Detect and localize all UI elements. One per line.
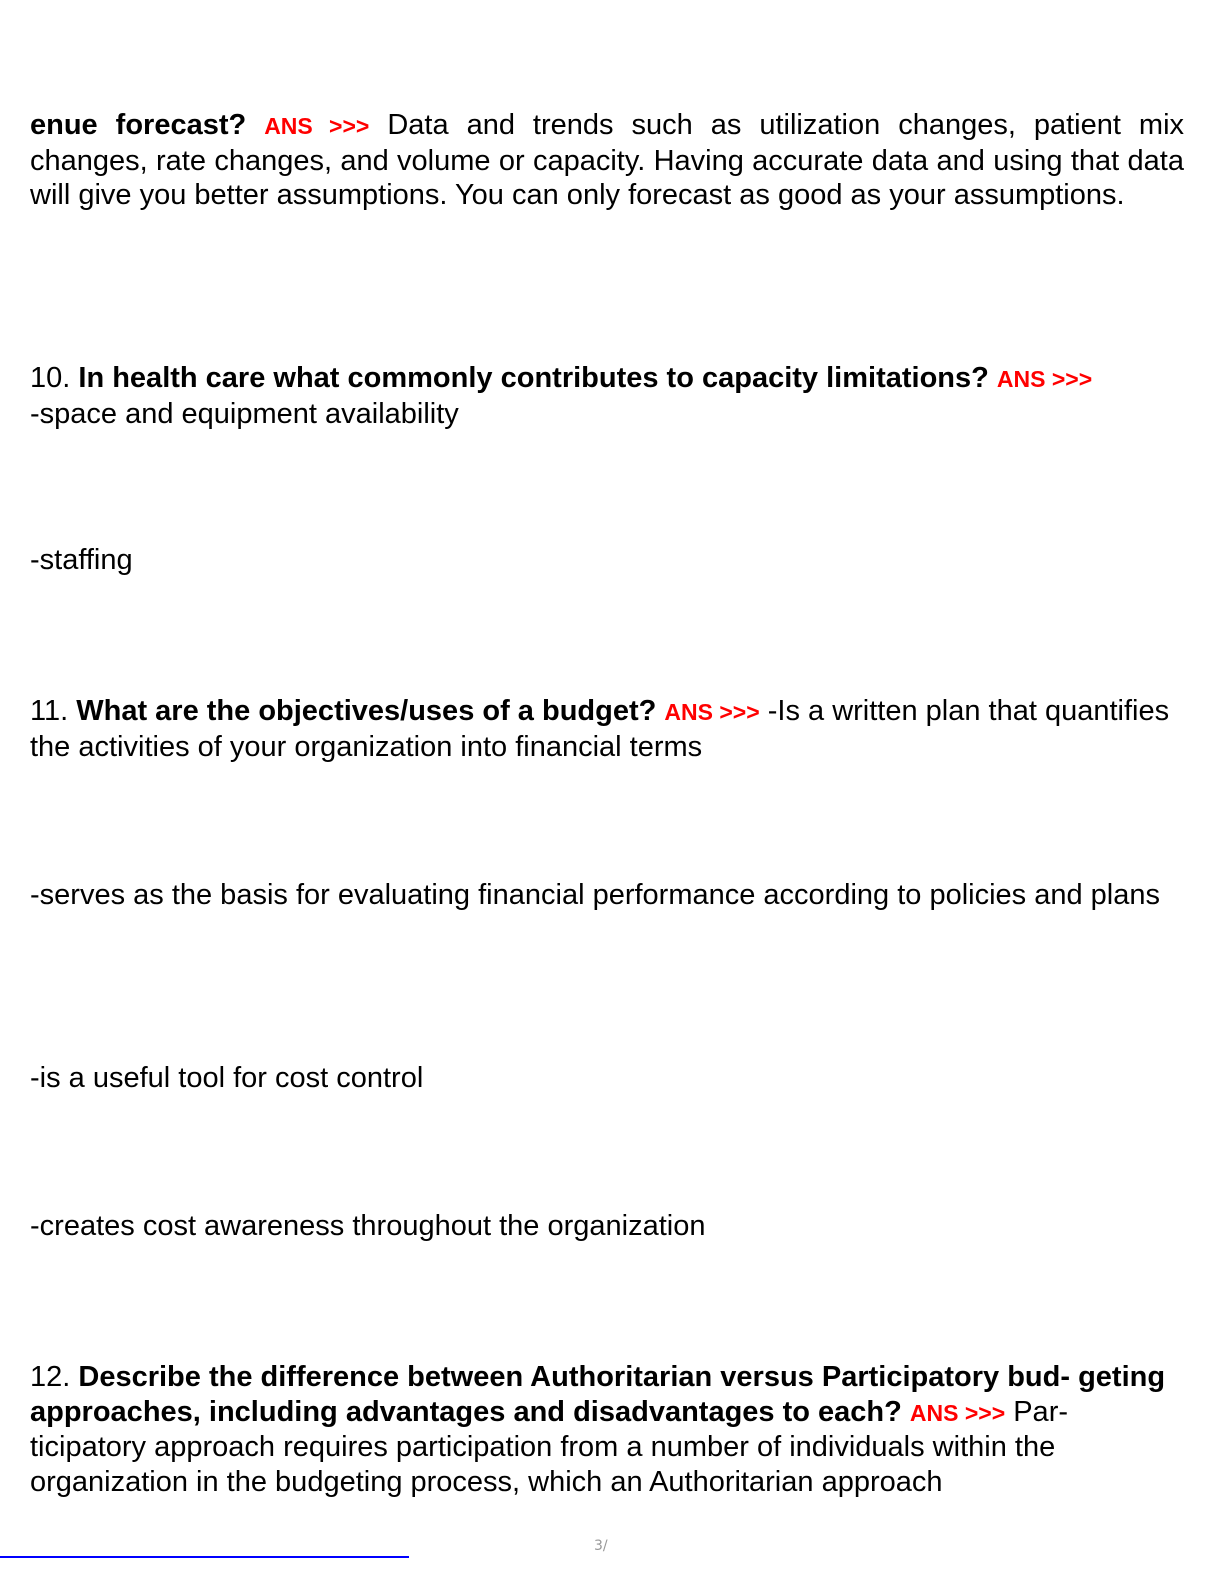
q11-ans-label: ANS >>> xyxy=(664,699,760,725)
q9-ans-label: ANS >>> xyxy=(264,113,370,139)
q10-question: In health care what commonly contributes to capacity limitations? xyxy=(78,362,989,394)
page-number: 3/ xyxy=(594,1538,608,1554)
q11-paragraph xyxy=(30,694,1184,764)
q11-answer-2: -serves as the basis for evaluating financial performance according to policies and plans xyxy=(30,879,1161,911)
q11-question: What are the objectives/uses of a budget? xyxy=(76,695,657,727)
q12-ans-label: ANS >>> xyxy=(909,1399,1006,1426)
q10-ans-label: ANS >>> xyxy=(996,366,1093,392)
q10-answer-1: -space and equipment availability xyxy=(30,397,459,430)
q12-answer: Par- ticipatory approach requires participation from a number of individuals within the organization in the budgeting process, which an Authoritarian approach xyxy=(30,1395,1069,1498)
q12-number: 12. xyxy=(30,1361,71,1393)
q11-number: 11. xyxy=(30,695,69,727)
q12-paragraph xyxy=(30,1360,1184,1499)
q10-number: 10. xyxy=(30,362,71,394)
q10-paragraph xyxy=(30,361,1184,431)
q11-answer-1: -Is a written plan that quantifies the activities of your organization into financial terms xyxy=(30,695,1170,763)
q9-question: enue forecast? xyxy=(30,109,247,141)
q11-answer-3: -is a useful tool for cost control xyxy=(30,1062,424,1094)
q10-answer-2: -staffing xyxy=(30,544,133,576)
q12-question: Describe the difference between Authoritarian versus Participatory bud- geting approaches, including advantages and disadvantages to each? xyxy=(30,1361,1166,1428)
q11-answer-4: -creates cost awareness throughout the organization xyxy=(30,1210,706,1242)
q9-answer: Data and trends such as utilization changes, patient mix changes, rate changes, and volume or capacity. Having accurate data and using that data will give you better assumptions. You can only forecast as good as your assumptions. xyxy=(30,109,1185,211)
q9-paragraph xyxy=(30,108,1184,213)
footer-rule xyxy=(0,1556,409,1558)
